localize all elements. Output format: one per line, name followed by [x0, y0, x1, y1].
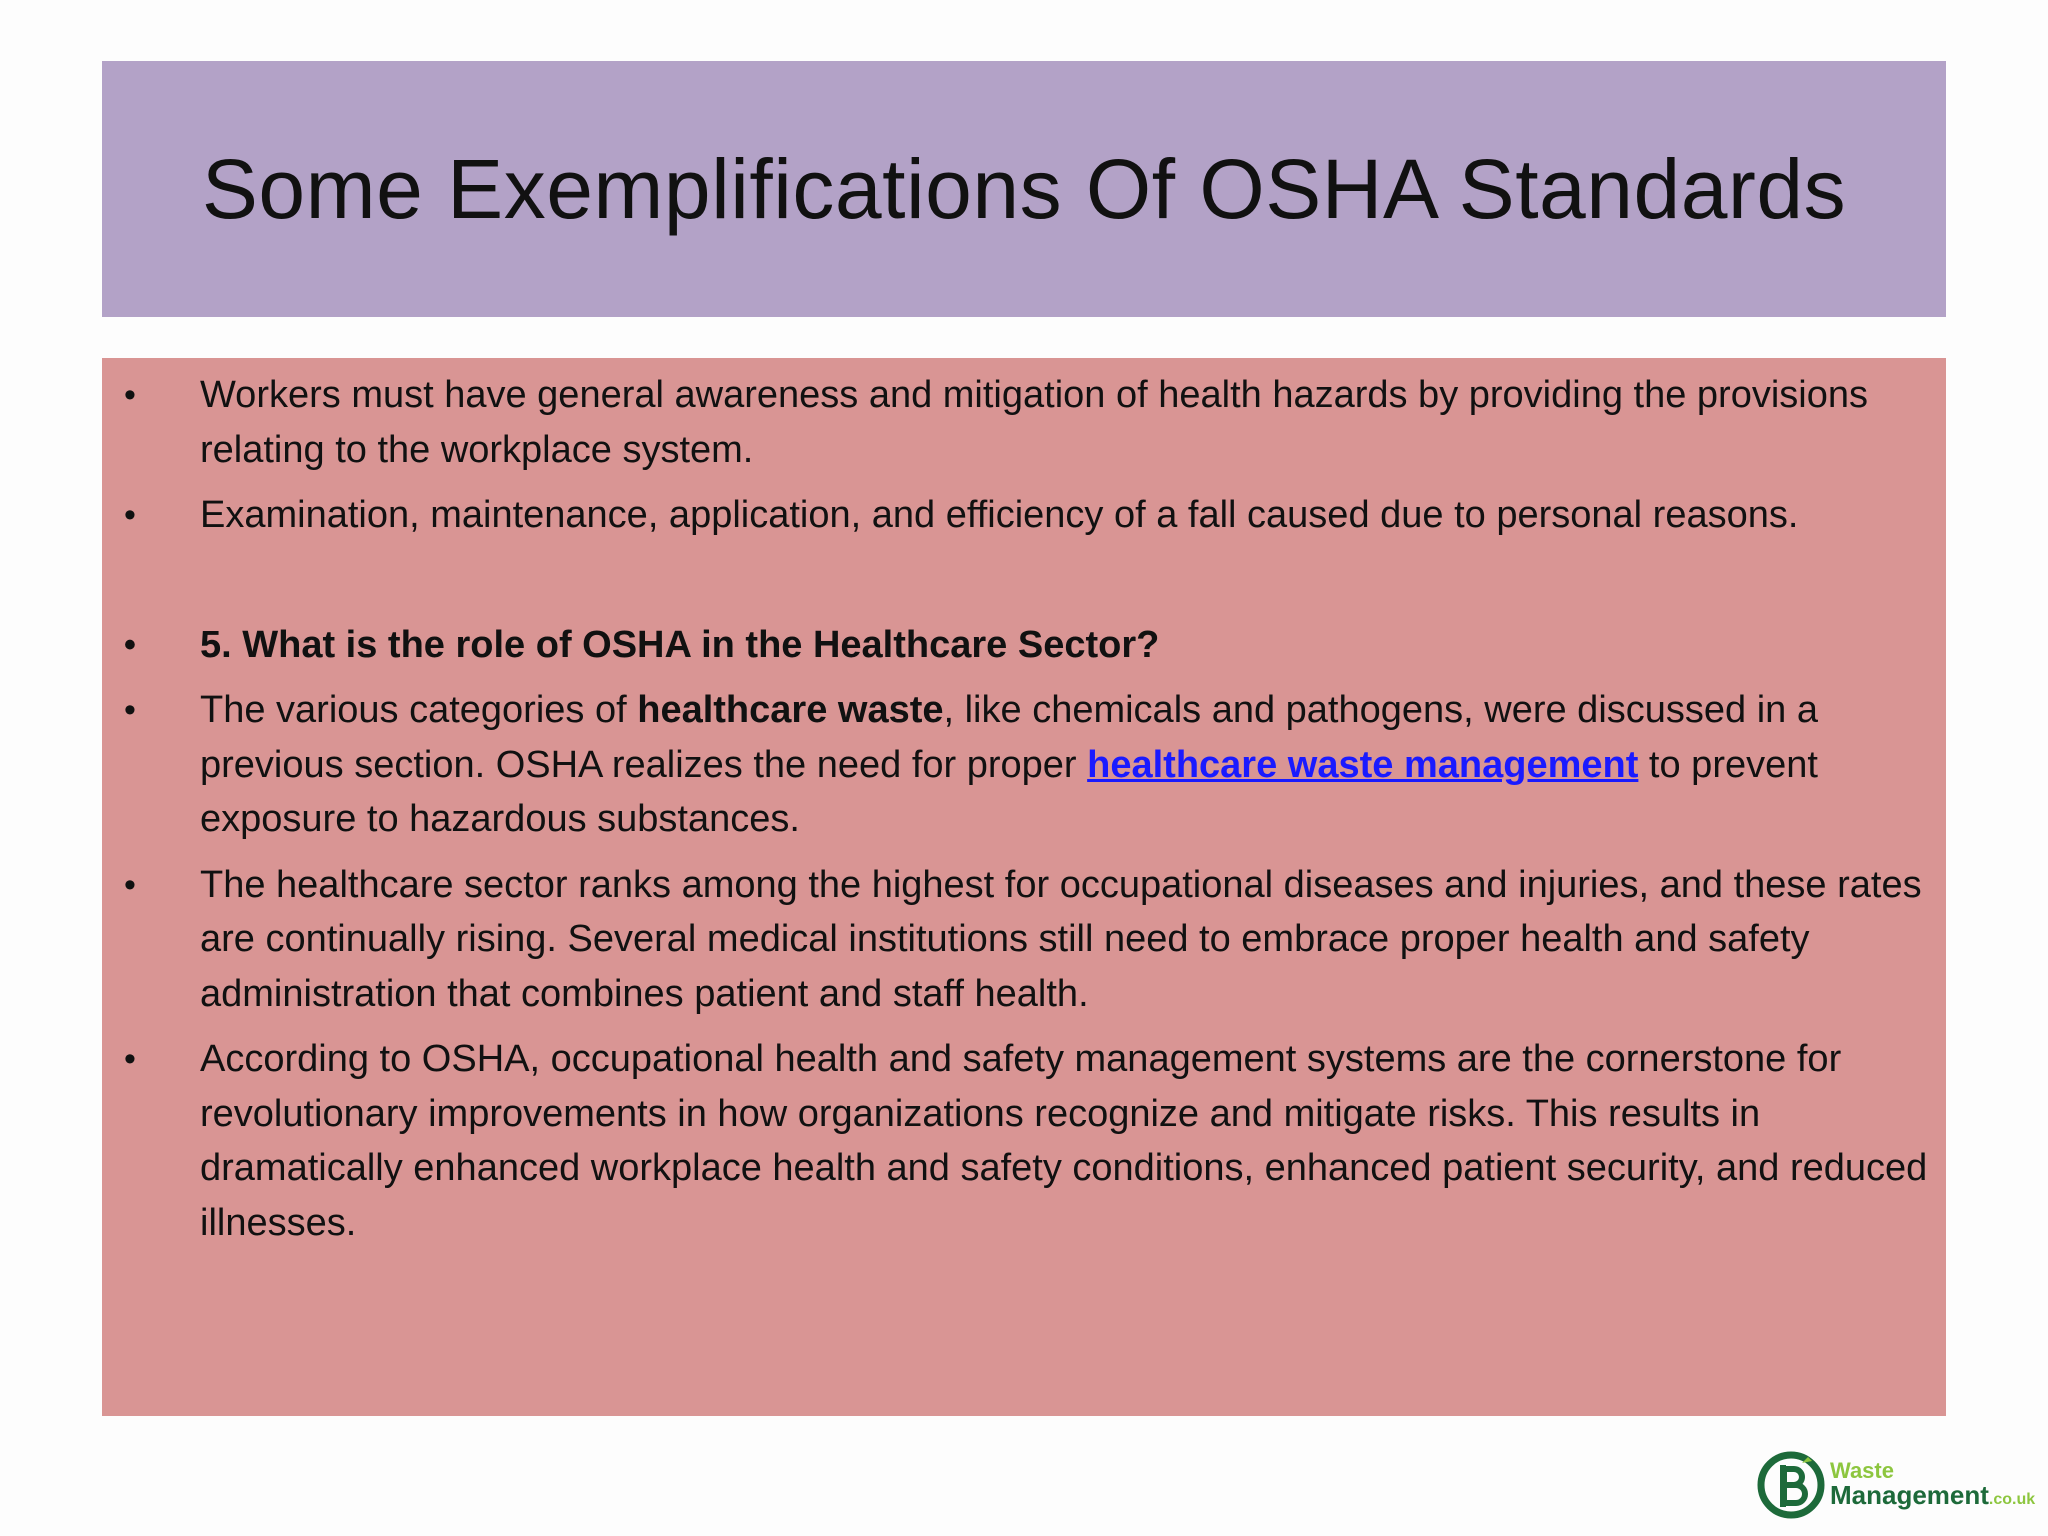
content-panel [102, 358, 1946, 1416]
company-logo [1756, 1448, 2035, 1520]
bullet-icon: • [124, 1040, 136, 1078]
list-item [102, 1032, 1946, 1250]
bold-term: healthcare waste [637, 689, 944, 731]
logo-wordmark [1830, 1460, 2035, 1508]
list-item [102, 858, 1946, 1022]
healthcare-waste-management-link[interactable]: healthcare waste management [1087, 743, 1639, 786]
logo-line1: Waste [1830, 1458, 1894, 1483]
list-item [102, 488, 1946, 543]
bullet-text-post: to prevent exposure to hazardous substances. [200, 743, 1818, 840]
logo-line2-main: Management [1830, 1480, 1989, 1510]
bullet-text: Examination, maintenance, application, and efficiency of a fall caused due to personal reasons. [200, 494, 1799, 536]
bullet-list [102, 368, 1946, 1261]
section-question: 5. What is the role of OSHA in the Healthcare Sector? [200, 623, 1160, 666]
logo-suffix: .co.uk [1988, 1491, 2036, 1508]
logo-line2 [1830, 1482, 2035, 1508]
waste-management-logo-icon [1756, 1449, 1826, 1519]
list-item [102, 683, 1946, 847]
list-item [102, 368, 1946, 477]
slide-title: Some Exemplifications Of OSHA Standards [201, 141, 1847, 236]
bullet-icon: • [124, 625, 136, 664]
bullet-text: Workers must have general awareness and mitigation of health hazards by providing the provisions relating to the workplace system. [200, 374, 1868, 471]
bullet-icon: • [124, 496, 136, 534]
bullet-text: According to OSHA, occupational health and safety management systems are the cornerstone for revolutionary improvements in how organizations recognize and mitigate risks. This results in dramatically enhanced workplace health and safety conditions, enhanced patient security, and reduced illnesses. [200, 1038, 1928, 1244]
list-item-heading [102, 618, 1946, 673]
bullet-text-pre: The various categories of [200, 689, 638, 731]
bullet-text: The healthcare sector ranks among the highest for occupational diseases and injuries, and these rates are continually rising. Several medical institutions still need to embrace proper health and safety administration that combines patient and staff health. [200, 863, 1922, 1015]
bullet-icon: • [124, 691, 136, 729]
bullet-icon: • [124, 865, 136, 904]
bullet-text-mid: , like chemicals and pathogens, were discussed in a previous section. OSHA realizes the need for proper [200, 689, 1818, 786]
list-spacer [102, 554, 1946, 618]
title-banner [102, 61, 1946, 317]
bullet-icon: • [124, 376, 136, 414]
